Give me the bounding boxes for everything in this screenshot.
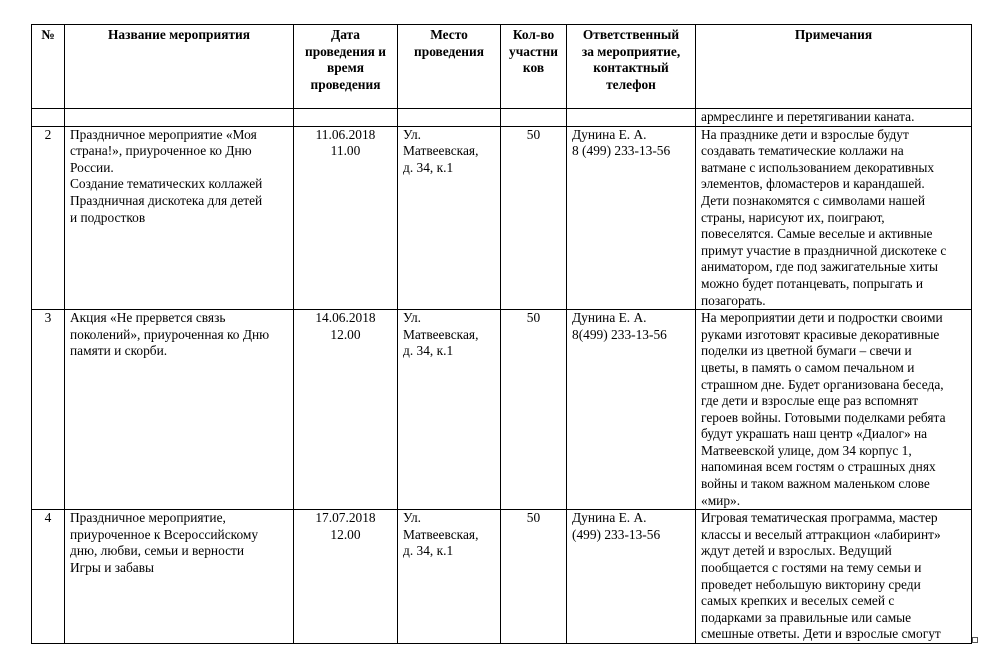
header-number: № [32, 25, 65, 109]
table-row-continuation [32, 109, 972, 127]
header-place: Место проведения [398, 25, 501, 109]
cell-empty [65, 109, 294, 127]
cell-participants: 50 [501, 126, 567, 310]
header-participants: Кол-во участни ков [501, 25, 567, 109]
cell-responsible: Дунина Е. А. 8 (499) 233-13-56 [567, 126, 696, 310]
table-header-row [32, 25, 972, 109]
cell-empty [501, 109, 567, 127]
cell-number: 3 [32, 310, 65, 510]
header-event-name: Название мероприятия [65, 25, 294, 109]
cell-number: 4 [32, 510, 65, 644]
cell-notes: армреслинге и перетягивании каната. [696, 109, 972, 127]
table-row [32, 510, 972, 644]
cell-place: Ул. Матвеевская, д. 34, к.1 [398, 510, 501, 644]
cell-date: 11.06.2018 11.00 [294, 126, 398, 310]
cell-event-name: Праздничное мероприятие, приуроченное к Всероссийскому дню, любви, семьи и верности Игры и забавы [65, 510, 294, 644]
header-notes: Примечания [696, 25, 972, 109]
cell-notes: На празднике дети и взрослые будут создавать тематические коллажи на ватмане с использованием декоративных элементов, фломастеров и карандашей. Дети познакомятся с символами нашей страны, нарисуют их, поиграют, повеселятся. Самые веселые и активные примут участие в праздничной дискотеке с аниматором, где под зажигательные хиты можно будет потанцевать, попрыгать и позагорать. [696, 126, 972, 310]
cell-date: 14.06.2018 12.00 [294, 310, 398, 510]
cell-number: 2 [32, 126, 65, 310]
cell-notes: Игровая тематическая программа, мастер классы и веселый аттракцион «лабиринт» ждут детей и взрослых. Ведущий пообщается с гостями на тему семьи и проведет небольшую викторину среди самых крепких и веселых семей с подарками за правильные или самые смешные ответы. Дети и взрослые смогут [696, 510, 972, 644]
cell-empty [398, 109, 501, 127]
header-date: Дата проведения и время проведения [294, 25, 398, 109]
cell-empty [32, 109, 65, 127]
cell-empty [567, 109, 696, 127]
cell-notes: На мероприятии дети и подростки своими руками изготовят красивые декоративные поделки из цветной бумаги – свечи и цветы, в память о самом печальном и страшном дне. Будет организована беседа, где дети и взрослые еще раз вспомнят героев войны. Готовыми поделками ребята будут украшать наш центр «Диалог» на Матвеевской улице, дом 34 корпус 1, напоминая всем гостям о страшных днях войны и таком важном маленьком слове «мир». [696, 310, 972, 510]
cell-date: 17.07.2018 12.00 [294, 510, 398, 644]
cell-responsible: Дунина Е. А. (499) 233-13-56 [567, 510, 696, 644]
table-row [32, 310, 972, 510]
header-responsible: Ответственный за мероприятие, контактный телефон [567, 25, 696, 109]
cell-event-name: Праздничное мероприятие «Моя страна!», приуроченное ко Дню России. Создание тематических коллажей Праздничная дискотека для детей и подростков [65, 126, 294, 310]
document-page [31, 24, 972, 644]
table-row [32, 126, 972, 310]
cell-place: Ул. Матвеевская, д. 34, к.1 [398, 126, 501, 310]
cell-participants: 50 [501, 310, 567, 510]
events-table [31, 24, 972, 644]
cell-responsible: Дунина Е. А. 8(499) 233-13-56 [567, 310, 696, 510]
cell-empty [294, 109, 398, 127]
table-end-marker [972, 637, 978, 643]
cell-event-name: Акция «Не прервется связь поколений», приуроченная ко Дню памяти и скорби. [65, 310, 294, 510]
cell-participants: 50 [501, 510, 567, 644]
cell-place: Ул. Матвеевская, д. 34, к.1 [398, 310, 501, 510]
